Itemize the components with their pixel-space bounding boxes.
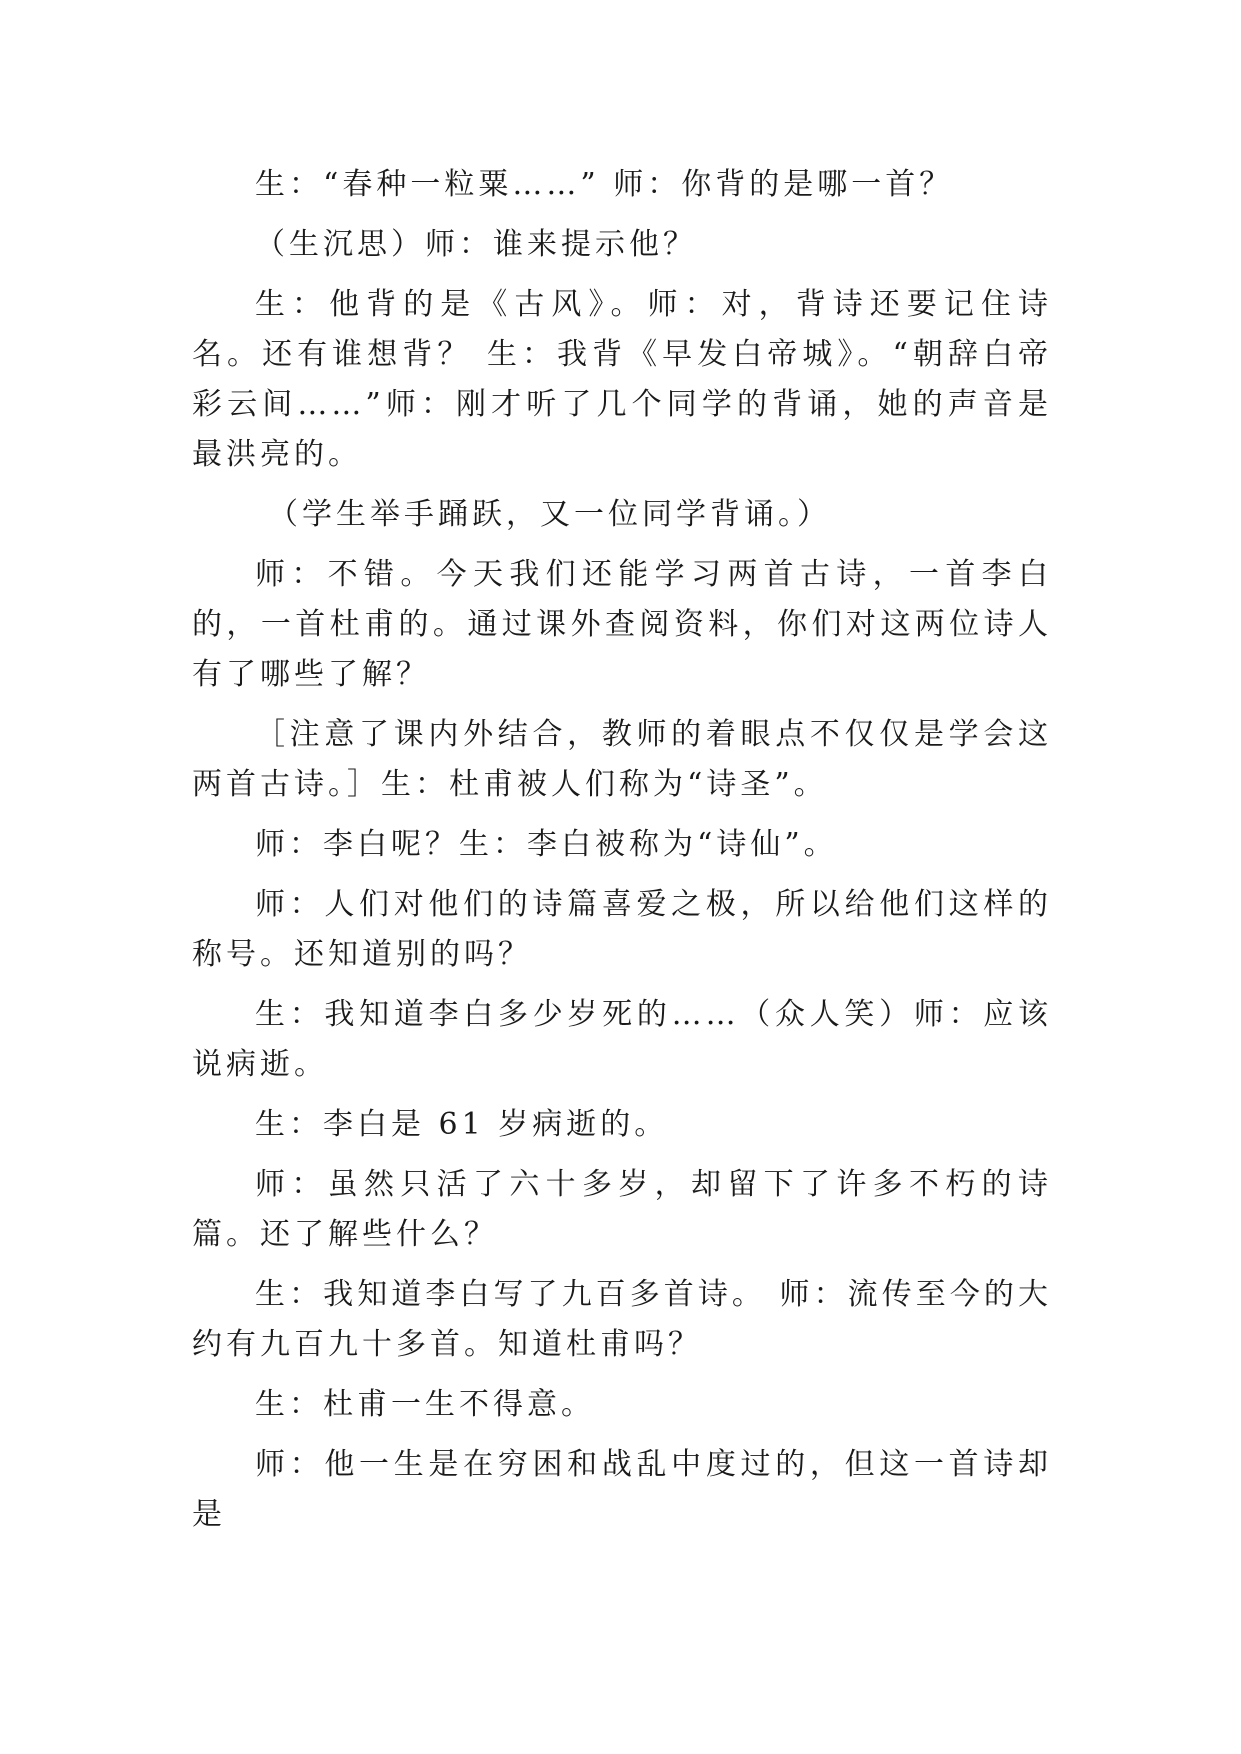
- paragraph-14: 师：他一生是在穷困和战乱中度过的，但这一首诗却是: [192, 1447, 1052, 1532]
- paragraph-3: 生：他背的是《古风》。师：对，背诗还要记住诗名。还有谁想背？ 生：我背《早发白帝城》。“朝辞白帝彩云间……”师：刚才听了几个同学的背诵，她的声音是最洪亮的。: [192, 287, 1052, 472]
- paragraph-4: （学生举手踊跃，又一位同学背诵。）: [268, 497, 831, 532]
- paragraph-11: 师：虽然只活了六十多岁，却留下了许多不朽的诗篇。还了解些什么？: [192, 1167, 1052, 1252]
- paragraph-5: 师：不错。今天我们还能学习两首古诗，一首李白的，一首杜甫的。通过课外查阅资料，你们对这两位诗人有了哪些了解？: [192, 557, 1052, 692]
- paragraph-9: 生：我知道李白多少岁死的……（众人笑）师：应该说病逝。: [192, 997, 1052, 1082]
- paragraph-1: 生：“春种一粒粟……” 师：你背的是哪一首？: [255, 167, 954, 202]
- paragraph-8: 师：人们对他们的诗篇喜爱之极，所以给他们这样的称号。还知道别的吗？: [192, 887, 1052, 972]
- paragraph-2: （生沉思）师：谁来提示他？: [255, 227, 697, 262]
- paragraph-12: 生：我知道李白写了九百多首诗。 师：流传至今的大约有九百九十多首。知道杜甫吗？: [192, 1277, 1052, 1362]
- paragraph-13: 生：杜甫一生不得意。: [255, 1387, 595, 1422]
- document-body: [192, 160, 1052, 1550]
- paragraph-10: 生：李白是 61 岁病逝的。: [255, 1107, 669, 1142]
- paragraph-6: ［注意了课内外结合，教师的着眼点不仅仅是学会这两首古诗。］生：杜甫被人们称为“诗圣”。: [192, 717, 1052, 802]
- paragraph-7: 师：李白呢？生：李白被称为“诗仙”。: [255, 827, 838, 862]
